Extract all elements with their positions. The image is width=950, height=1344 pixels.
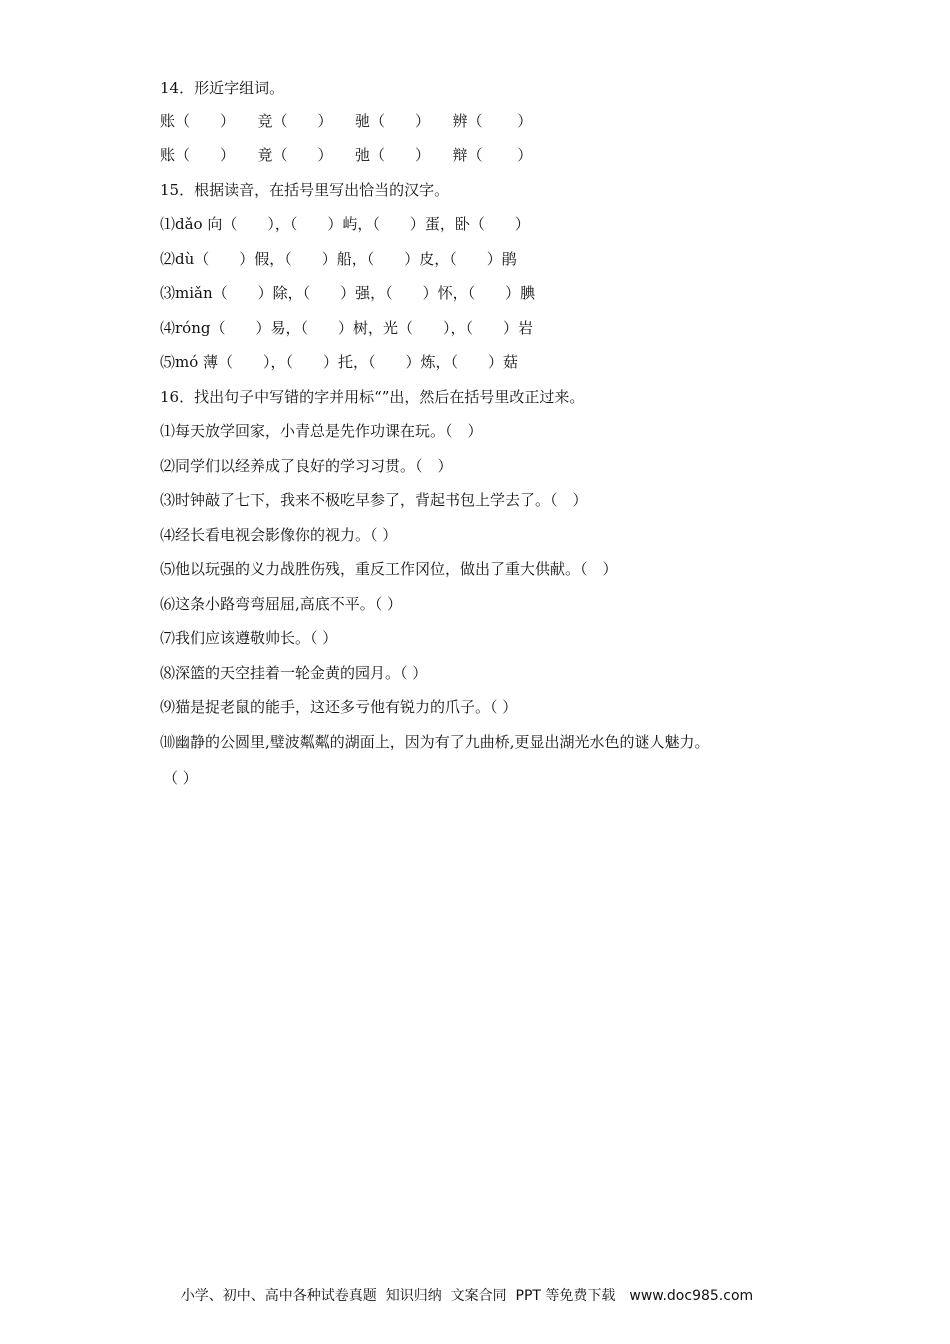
question-15-item: ⑸mó 薄（ ），（ ）托，（ ）炼，（ ）菇 (160, 353, 519, 371)
question-16-item: ⑹这条小路弯弯屈屈,高底不平。（ ） (160, 595, 403, 613)
question-16-last-blank: （ ） (163, 769, 198, 787)
question-16-item: ⑼猫是捉老鼠的能手，这还多亏他有锐力的爪子。（ ） (160, 698, 518, 716)
question-15-item: ⑴dǎo 向（ ），（ ）屿，（ ）蛋，卧（ ） (160, 215, 530, 233)
question-15-item: ⑷róng（ ）易，（ ）树，光（ ），（ ）岩 (160, 319, 533, 337)
question-14-row-2: 账（ ） 竟（ ） 弛（ ） 辩（ ） (160, 146, 533, 164)
question-16-item: ⑻深篮的天空挂着一轮金黄的园月。（ ） (160, 664, 428, 682)
question-15-item: ⑵dù（ ）假，（ ）船，（ ）皮，（ ）鹃 (160, 250, 517, 268)
question-16-item: ⑸他以玩强的义力战胜伤残，重反工作冈位，做出了重大供献。（ ） (160, 560, 618, 578)
question-16-title: 16．找出句子中写错的字并用标“”出，然后在括号里改正过来。 (160, 388, 585, 406)
question-16-item: ⑶时钟敲了七下，我来不极吃早参了，背起书包上学去了。（ ） (160, 491, 588, 509)
question-15-title: 15．根据读音，在括号里写出恰当的汉字。 (160, 181, 450, 199)
question-15-item: ⑶miǎn（ ）除，（ ）强，（ ）怀，（ ）腆 (160, 284, 536, 302)
question-16-item: ⑺我们应该遵敬帅长。（ ） (160, 629, 338, 647)
footer (163, 1266, 753, 1326)
question-16-item: ⑷经长看电视会影像你的视力。（ ） (160, 526, 398, 544)
question-16-item: ⑴每天放学回家，小青总是先作功课在玩。（ ） (160, 422, 483, 440)
question-14-title: 14．形近字组词。 (160, 79, 285, 97)
question-14-row-1: 账（ ） 竞（ ） 驰（ ） 辨（ ） (160, 112, 533, 130)
question-16-item: ⑽幽静的公圆里,璧波粼粼的湖面上，因为有了九曲桥,更显出湖光水色的谜人魅力。 (160, 733, 710, 751)
question-16-item: ⑵同学们以经养成了良好的学习习贯。（ ） (160, 457, 453, 475)
footer-url[interactable]: www.doc985.com (629, 1288, 754, 1304)
footer-text: 小学、初中、高中各种试卷真题 知识归纳 文案合同 PPT 等免费下载 (180, 1288, 616, 1304)
